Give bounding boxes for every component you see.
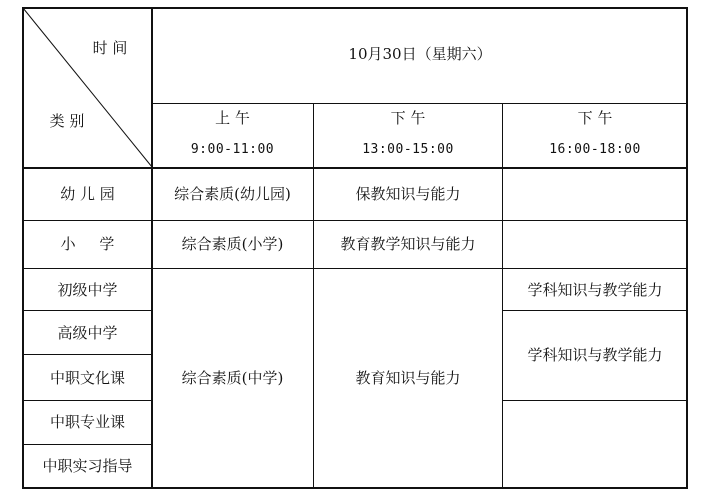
divider-row5b [502,400,688,401]
row-label-vocational-culture: 中职文化课 [49,369,125,387]
corner-diagonal [22,7,153,168]
session1-time: 9:00-11:00 [190,142,275,157]
border-right [686,7,688,489]
cell-middle-session2: 教育知识与能力 [355,369,461,387]
session1-period: 上 午 [215,109,250,127]
corner-category-label: 类 别 [49,112,85,130]
divider-row2 [22,268,688,269]
session2-time: 13:00-15:00 [362,142,454,157]
cell-middle-session1: 综合素质(中学) [181,369,284,387]
divider-row3a [22,310,152,311]
cell-kindergarten-session1: 综合素质(幼儿园) [174,185,291,203]
cell-junior-session3: 学科知识与教学能力 [527,281,663,299]
session3-period: 下 午 [577,109,613,127]
divider-row6 [22,444,152,445]
exam-schedule-table [22,7,688,489]
border-bottom [22,487,688,489]
row-label-junior-middle: 初级中学 [57,281,118,299]
session2-period: 下 午 [390,109,426,127]
exam-date: 10月30日（星期六） [348,45,492,63]
row-label-vocational-major: 中职专业课 [49,413,125,431]
row-label-kindergarten: 幼 儿 园 [60,185,115,203]
divider-date [152,103,688,104]
divider-row5a [22,400,152,401]
divider-row1 [22,220,688,221]
session3-time: 16:00-18:00 [549,142,641,157]
divider-row4 [22,354,152,355]
divider-col2 [313,103,314,489]
divider-row3b [502,310,688,311]
cell-senior-session3: 学科知识与教学能力 [527,346,663,364]
row-label-senior-middle: 高级中学 [57,324,118,342]
row-label-primary: 小 学 [60,235,115,253]
row-label-vocational-practice: 中职实习指导 [42,457,133,475]
cell-kindergarten-session2: 保教知识与能力 [355,185,461,203]
corner-time-label: 时 间 [92,39,128,57]
cell-primary-session1: 综合素质(小学) [181,235,284,253]
cell-primary-session2: 教育教学知识与能力 [340,235,476,253]
